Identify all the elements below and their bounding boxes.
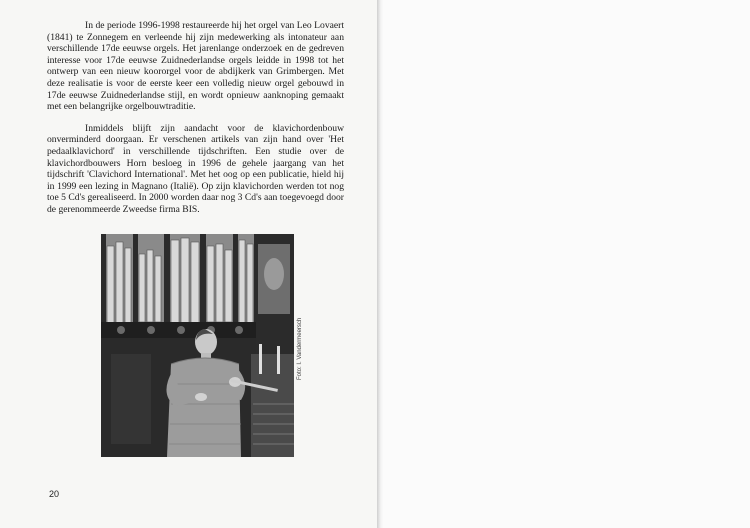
photo-credit: Foto: I. Vandermeersch — [297, 317, 303, 380]
body-text — [47, 20, 344, 226]
organ-photo — [101, 234, 294, 457]
page-number: 20 — [49, 489, 60, 499]
paragraph-1: In de periode 1996-1998 restaureerde hij het orgel van Leo Lovaert (1841) te Zonnegem en verleende hij zijn medewerking als intonateur aan verschillende 17de eeuwse orgels. Het jarenlange onderzoek en de gedreven interesse voor 17de eeuwse Zuidnederlandse orgels leidde in 1998 tot het ontwerp van een nieuw koororgel voor de abdijkerk van Grimbergen. Met deze realisatie is voor de eerste keer een volledig nieuw orgel gebouwd in 17de eeuwse Zuidnederlandse stijl, en wordt opnieuw aanknoping gemaakt met een belangrijke orgelbouwtraditie. — [47, 20, 344, 113]
right-page-blank — [383, 0, 750, 528]
paragraph-2: Inmiddels blijft zijn aandacht voor de klavichordenbouw onverminderd doorgaan. Er verschenen artikels van zijn hand over 'Het pedaalklavichord' in verschillende tijdschriften. Een studie over de klavichordbouwers Horn besloeg in 1996 de gehele jaargang van het tijdschrift 'Clavichord International'. Met het oog op een publicatie, hield hij in 1999 een lezing in Magnano (Italië). Op zijn klavichorden werden tot nog toe 5 Cd's gerealiseerd. In 2000 worden daar nog 3 Cd's aan toegevoegd door de gerenommeerde Zweedse firma BIS. — [47, 122, 344, 215]
